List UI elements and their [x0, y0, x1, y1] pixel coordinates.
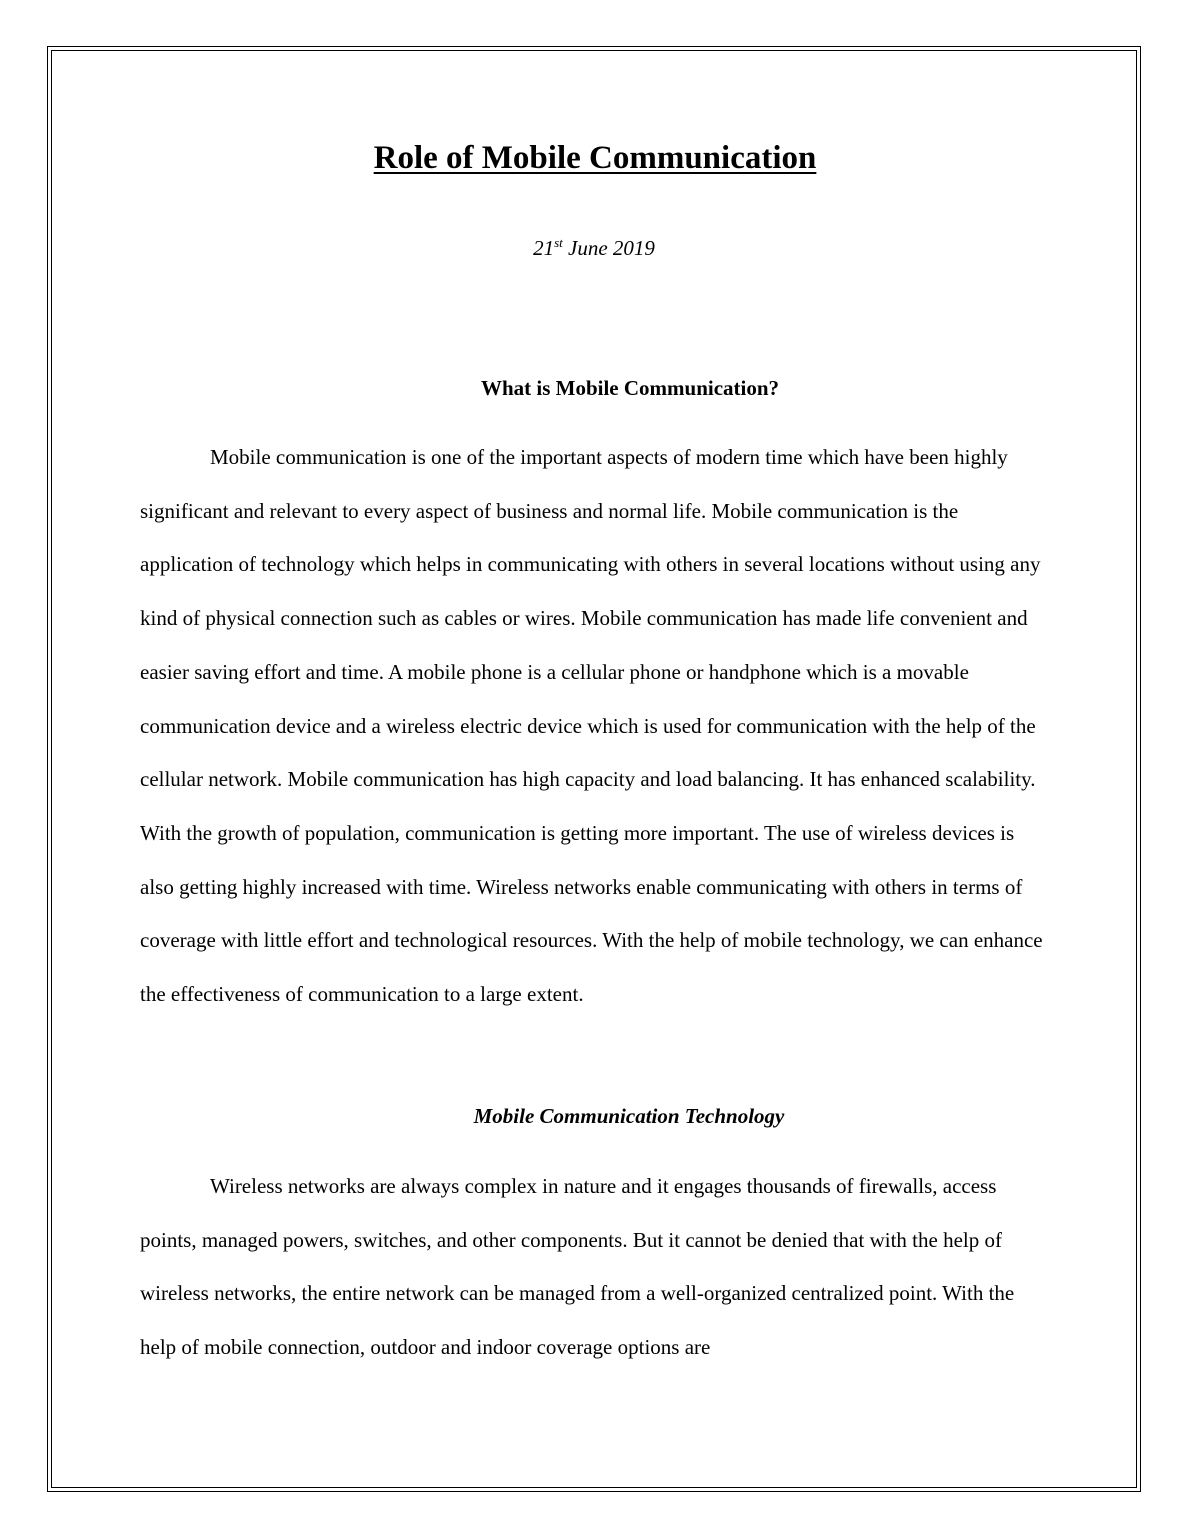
document-date: [0, 236, 1188, 261]
section-heading-what-is: What is Mobile Communication?: [480, 376, 780, 400]
date-day: 21: [533, 236, 555, 260]
section-body-technology: Wireless networks are always complex in nature and it engages thousands of firewalls, access points, managed powers, switches, and other components. But it cannot be denied that with the help of wireless networks, the entire network can be managed from a well-organized centralized point. With the help of mobile connection, outdoor and indoor coverage options are: [140, 1174, 1015, 1360]
date-suffix: st: [554, 235, 563, 250]
section-heading-technology: Mobile Communication Technology: [473, 1104, 785, 1128]
date-rest: June 2019: [562, 236, 655, 260]
section-body-what-is: Mobile communication is one of the important aspects of modern time which have been highly significant and relevant to every aspect of business and normal life. Mobile communication is the application of technology which helps in communicating with others in several locations without using any kind of physical connection such as cables or wires. Mobile communication has made life convenient and easier saving effort and time. A mobile phone is a cellular phone or handphone which is a movable communication device and a wireless electric device which is used for communication with the help of the cellular network. Mobile communication has high capacity and load balancing. It has enhanced scalability. With the growth of population, communication is getting more important. The use of wireless devices is also getting highly increased with time. Wireless networks enable communicating with others in terms of coverage with little effort and technological resources. With the help of mobile technology, we can enhance the effectiveness of communication to a large extent.: [140, 445, 1043, 1007]
document-title: Role of Mobile Communication: [373, 140, 817, 176]
